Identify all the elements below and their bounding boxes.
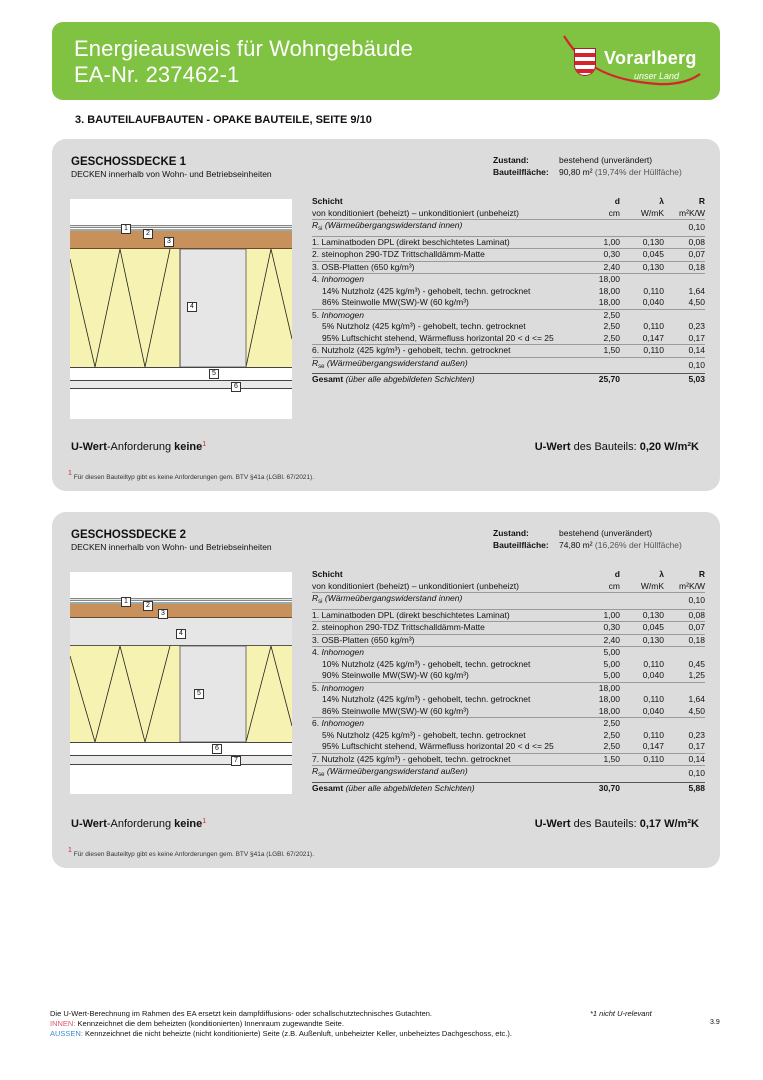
panel-subtitle: DECKEN innerhalb von Wohn- und Betriebseinheiten: [71, 542, 272, 552]
layer-d: 1,00: [580, 609, 620, 622]
figure-label-5: 5: [194, 689, 204, 699]
ureq-footnote-mark: 1: [202, 441, 207, 448]
u-value: [535, 441, 699, 453]
footer-disclaimer: Die U-Wert-Berechnung im Rahmen des EA ersetzt kein dampfdiffusions- oder schallschutztechnisches Gutachten.: [50, 1009, 432, 1018]
coat-of-arms-icon: [574, 48, 596, 76]
col-schicht: Schicht: [312, 196, 343, 206]
layer-r: 0,45: [688, 658, 705, 669]
rse-value: 0,10: [688, 359, 705, 370]
col-r: R: [698, 569, 705, 579]
layer-name: 1. Laminatboden DPL (direkt beschichtetes Laminat): [312, 236, 580, 249]
laminate-layer: [70, 225, 292, 228]
layer-lambda: 0,110: [643, 658, 664, 669]
layer-name: 95% Luftschicht stehend, Wärmefluss horizontal 20 < d <= 25: [312, 333, 580, 345]
layer-d: 0,30: [580, 249, 620, 262]
table-row: [312, 309, 705, 321]
total-note: (über alle abgebildeten Schichten): [345, 782, 475, 793]
layer-name: 2. steinophon 290-TDZ Trittschalldämm-Matte: [312, 249, 580, 262]
ureq-prefix: U-Wert: [71, 818, 107, 830]
layer-name: 7. Nutzholz (425 kg/m³) - gehobelt, techn. getrocknet: [312, 753, 580, 766]
area-value: 74,80 m²: [559, 540, 593, 550]
rse-sub: se: [318, 772, 325, 778]
ureq-mid: -Anforderung: [106, 441, 172, 453]
table-row: [312, 622, 705, 635]
table-header-row: [312, 569, 705, 581]
rsi-symbol: R: [312, 220, 319, 230]
uval-value: 0,17 W/m²K: [639, 818, 699, 830]
uval-prefix: U-Wert: [534, 818, 571, 830]
layer-d: 2,40: [580, 634, 620, 647]
unit-r: m²K/W: [664, 208, 705, 220]
figure-label-6: 6: [212, 744, 222, 754]
layer-d: 18,00: [580, 297, 620, 309]
layer-r: 0,17: [664, 741, 705, 753]
table-header-row: [312, 196, 705, 208]
layer-name: 1. Laminatboden DPL (direkt beschichtetes Laminat): [312, 609, 580, 622]
layer-d: 18,00: [598, 285, 620, 296]
layer-r: 0,17: [664, 333, 705, 345]
layer-lambda: 0,045: [620, 622, 664, 635]
table-row: [312, 236, 705, 249]
area-label: Bauteilfläche:: [493, 540, 549, 550]
table-row: [312, 659, 705, 671]
footer-aussen: [50, 1029, 512, 1039]
figure-label-4: 4: [176, 629, 186, 639]
table-row: [312, 261, 705, 274]
rse-symbol: R: [312, 357, 319, 368]
footnote: [68, 847, 314, 858]
component-panel-2: [52, 512, 720, 868]
layer-name: 5% Nutzholz (425 kg/m³) - gehobelt, techn. getrocknet: [322, 729, 526, 740]
layer-name: 10% Nutzholz (425 kg/m³) - gehobelt, techn. getrocknet: [322, 658, 531, 669]
u-requirement: [71, 441, 206, 453]
vorarlberg-logo: [556, 28, 706, 94]
layer-lambda: 0,110: [643, 694, 664, 704]
layer-d: 2,40: [580, 261, 620, 274]
layer-name: 90% Steinwolle MW(SW)-W (60 kg/m³): [312, 670, 580, 682]
unit-r: m²K/W: [664, 581, 705, 593]
rse-text: (Wärmeübergangswiderstand außen): [326, 357, 468, 368]
layer-section-diagram: [70, 199, 292, 419]
total-r: 5,03: [664, 374, 705, 386]
unit-d: cm: [580, 581, 620, 593]
document-number: EA-Nr. 237462-1: [74, 62, 240, 87]
layer-table: [312, 196, 705, 386]
component-panel-1: [52, 139, 720, 491]
aussen-text: Kennzeichnet die nicht beheizte (nicht konditionierte) Seite (z.B. Außenluft, unbeheizter Keller, unbeheiztes Dachgeschoss, etc.).: [85, 1029, 512, 1038]
total-label: Gesamt: [312, 782, 344, 793]
innen-label: INNEN:: [50, 1019, 76, 1028]
rsi-value: 0,10: [664, 593, 705, 610]
layer-lambda: 0,040: [620, 297, 664, 309]
layer-r: 0,18: [664, 634, 705, 647]
document-title: Energieausweis für Wohngebäude: [74, 36, 413, 61]
rsi-symbol: R: [312, 593, 319, 603]
table-row: [312, 766, 705, 783]
innen-text: Kennzeichnet die dem beheizten (konditionierten) Innenraum zugewandte Seite.: [77, 1019, 344, 1028]
aussen-label: AUSSEN:: [50, 1029, 83, 1038]
area-label: Bauteilfläche:: [493, 167, 549, 177]
uval-mid: des Bauteils:: [573, 818, 637, 830]
direction-note: von konditioniert (beheizt) – unkonditioniert (unbeheizt): [312, 208, 580, 220]
rse-text: (Wärmeübergangswiderstand außen): [326, 766, 468, 776]
header-banner: [52, 22, 720, 100]
total-label: Gesamt: [312, 374, 344, 384]
col-r: R: [698, 196, 705, 206]
layer-lambda: 0,130: [620, 609, 664, 622]
layer-name: 6. Nutzholz (425 kg/m³) - gehobelt, techn. getrocknet: [312, 345, 580, 358]
layer-name: 2. steinophon 290-TDZ Trittschalldämm-Matte: [312, 622, 580, 635]
air-gap-layer: [70, 367, 292, 381]
layer-r: 0,07: [664, 249, 705, 262]
uval-prefix: U-Wert: [534, 441, 571, 453]
table-row: [312, 286, 705, 298]
ureq-value: keine: [174, 441, 203, 453]
insulation-pattern-icon: [70, 249, 292, 367]
layer-r: 1,64: [688, 694, 705, 704]
layer-r: 0,07: [664, 622, 705, 635]
footnote-mark: 1: [68, 470, 72, 477]
layer-d: 2,50: [580, 333, 620, 345]
layer-d: 18,00: [598, 274, 620, 284]
figure-label-2: 2: [143, 601, 153, 611]
col-lambda: λ: [659, 196, 664, 206]
layer-lambda: 0,110: [643, 285, 664, 296]
col-d: d: [614, 196, 620, 206]
u-requirement: [71, 818, 206, 830]
layer-d: 18,00: [598, 694, 620, 704]
rse-sub: se: [318, 363, 325, 370]
uval-value: 0,20 W/m²K: [639, 441, 699, 453]
layer-d: 5,00: [603, 658, 620, 669]
table-row: [312, 753, 705, 766]
layer-name: 3. OSB-Platten (650 kg/m³): [312, 261, 580, 274]
table-row: [312, 274, 705, 286]
layer-r: 0,23: [688, 729, 705, 740]
area-percent: (16,26% der Hüllfäche): [594, 540, 682, 550]
area-percent: (19,74% der Hüllfäche): [594, 167, 682, 177]
table-row: [312, 321, 705, 333]
u-value: [535, 818, 699, 830]
layer-lambda: 0,130: [620, 236, 664, 249]
footnote-text: Für diesen Bauteiltyp gibt es keine Anforderungen gem. BTV §41a (LGBl. 67/2021).: [73, 851, 315, 858]
footnote: [68, 470, 314, 481]
layer-r: 0,23: [688, 321, 705, 331]
table-row: [312, 730, 705, 742]
total-d: 25,70: [580, 374, 620, 386]
table-unit-row: [312, 581, 705, 593]
table-row: [312, 297, 705, 309]
figure-label-7: 7: [231, 756, 241, 766]
table-unit-row: [312, 208, 705, 220]
condition-label: Zustand:: [493, 528, 529, 538]
laminate-layer: [70, 598, 292, 601]
area-row: [493, 540, 682, 550]
rsi-sub: si: [318, 226, 323, 232]
insulation-pattern-icon: [70, 646, 292, 742]
layer-table: [312, 569, 705, 794]
layer-inhomogen: Inhomogen: [321, 647, 365, 657]
rsi-sub: si: [318, 599, 323, 605]
layer-r: 0,14: [664, 345, 705, 358]
layer-name: 14% Nutzholz (425 kg/m³) - gehobelt, techn. getrocknet: [322, 694, 531, 704]
table-row: [312, 220, 705, 237]
table-row: [312, 357, 705, 374]
layer-lambda: 0,147: [620, 741, 664, 753]
layer-inhomogen: Inhomogen: [321, 718, 365, 728]
table-row: [312, 634, 705, 647]
table-total-row: [312, 374, 705, 386]
total-r: 5,88: [664, 782, 705, 794]
osb-layer: [70, 231, 292, 249]
footer-innen: [50, 1019, 344, 1029]
layer-d: 5,00: [603, 647, 620, 657]
area-value: 90,80 m²: [559, 167, 593, 177]
layer-number: 4.: [312, 274, 320, 284]
layer-d: 2,50: [603, 309, 620, 320]
layer-r: 1,64: [688, 285, 705, 296]
footer-note: *1 nicht U-relevant: [590, 1009, 652, 1018]
section-title: 3. BAUTEILAUFBAUTEN - OPAKE BAUTEILE, SEITE 9/10: [75, 114, 372, 126]
page-number: 3.9: [710, 1019, 720, 1026]
ceiling-board-layer: [70, 756, 292, 765]
total-note: (über alle abgebildeten Schichten): [345, 374, 475, 384]
layer-r: 0,08: [664, 609, 705, 622]
layer-inhomogen: Inhomogen: [321, 274, 365, 284]
figure-label-1: 1: [121, 224, 131, 234]
table-row: [312, 694, 705, 706]
layer-lambda: 0,130: [620, 261, 664, 274]
panel-title: GESCHOSSDECKE 2: [71, 529, 187, 541]
layer-lambda: 0,040: [620, 706, 664, 718]
layer-d: 0,30: [580, 622, 620, 635]
direction-note: von konditioniert (beheizt) – unkonditioniert (unbeheizt): [312, 581, 580, 593]
total-d: 30,70: [580, 782, 620, 794]
rsi-value: 0,10: [664, 220, 705, 237]
rse-value: 0,10: [688, 768, 705, 778]
table-row: [312, 647, 705, 659]
layer-number: 4.: [312, 647, 320, 657]
rse-symbol: R: [312, 766, 319, 776]
layer-r: 1,25: [664, 670, 705, 682]
layer-lambda: 0,040: [620, 670, 664, 682]
layer-lambda: 0,110: [643, 321, 664, 331]
layer-inhomogen: Inhomogen: [321, 682, 365, 693]
table-row: [312, 718, 705, 730]
osb-layer: [70, 604, 292, 618]
layer-section-diagram: [70, 572, 292, 794]
condition-row: [493, 155, 652, 165]
table-row: [312, 333, 705, 345]
unit-d: cm: [580, 208, 620, 220]
rsi-text: (Wärmeübergangswiderstand innen): [324, 593, 463, 603]
layer-number: 6.: [312, 718, 320, 728]
area-row: [493, 167, 682, 177]
figure-label-5: 5: [209, 369, 219, 379]
air-gap-layer: [70, 742, 292, 756]
figure-label-6: 6: [231, 382, 241, 392]
table-total-row: [312, 782, 705, 794]
layer-lambda: 0,130: [620, 634, 664, 647]
figure-label-4: 4: [187, 302, 197, 312]
footnote-mark: 1: [68, 847, 72, 854]
condition-label: Zustand:: [493, 155, 529, 165]
table-row: [312, 593, 705, 610]
ureq-mid: -Anforderung: [106, 818, 172, 830]
unit-lambda: W/mK: [620, 581, 664, 593]
layer-d: 2,50: [603, 718, 620, 728]
ureq-prefix: U-Wert: [71, 441, 107, 453]
panel-title: GESCHOSSDECKE 1: [71, 156, 187, 168]
layer-name: 14% Nutzholz (425 kg/m³) - gehobelt, techn. getrocknet: [322, 285, 531, 296]
footnote-text: Für diesen Bauteiltyp gibt es keine Anforderungen gem. BTV §41a (LGBl. 67/2021).: [73, 474, 315, 481]
table-row: [312, 609, 705, 622]
layer-name: 95% Luftschicht stehend, Wärmefluss horizontal 20 < d <= 25: [312, 741, 580, 753]
ceiling-board-layer: [70, 381, 292, 389]
col-lambda: λ: [659, 569, 664, 579]
layer-number: 5.: [312, 309, 320, 320]
layer-d: 1,00: [580, 236, 620, 249]
uval-mid: des Bauteils:: [573, 441, 637, 453]
table-row: [312, 345, 705, 358]
table-row: [312, 249, 705, 262]
table-row: [312, 682, 705, 694]
layer-lambda: 0,110: [643, 729, 664, 740]
logo-name: Vorarlberg: [604, 48, 697, 68]
condition-value: bestehend (unverändert): [559, 528, 653, 538]
layer-d: 1,50: [580, 345, 620, 358]
rsi-text: (Wärmeübergangswiderstand innen): [324, 220, 463, 230]
layer-lambda: 0,110: [620, 345, 664, 358]
figure-label-2: 2: [143, 229, 153, 239]
ureq-footnote-mark: 1: [202, 818, 207, 825]
condition-row: [493, 528, 652, 538]
layer-r: 4,50: [664, 706, 705, 718]
layer-name: 86% Steinwolle MW(SW)-W (60 kg/m³): [312, 297, 580, 309]
figure-label-3: 3: [158, 609, 168, 619]
layer-d: 1,50: [580, 753, 620, 766]
ureq-value: keine: [174, 818, 203, 830]
layer-d: 2,50: [603, 321, 620, 331]
layer-r: 0,08: [664, 236, 705, 249]
layer-name: 86% Steinwolle MW(SW)-W (60 kg/m³): [312, 706, 580, 718]
col-d: d: [614, 569, 620, 579]
panel-subtitle: DECKEN innerhalb von Wohn- und Betriebseinheiten: [71, 169, 272, 179]
layer-r: 0,18: [664, 261, 705, 274]
layer-d: 18,00: [580, 706, 620, 718]
figure-label-1: 1: [121, 597, 131, 607]
layer-inhomogen: Inhomogen: [321, 309, 365, 320]
layer-d: 5,00: [580, 670, 620, 682]
layer-name: 5% Nutzholz (425 kg/m³) - gehobelt, techn. getrocknet: [322, 321, 526, 331]
logo-subtitle: unser Land: [634, 71, 680, 81]
table-row: [312, 741, 705, 753]
table-row: [312, 670, 705, 682]
layer-lambda: 0,110: [620, 753, 664, 766]
layer-lambda: 0,147: [620, 333, 664, 345]
layer-d: 2,50: [580, 741, 620, 753]
layer-d: 2,50: [603, 729, 620, 740]
col-schicht: Schicht: [312, 569, 343, 579]
unit-lambda: W/mK: [620, 208, 664, 220]
layer-d: 18,00: [598, 682, 620, 693]
layer-lambda: 0,045: [620, 249, 664, 262]
layer-number: 5.: [312, 682, 320, 693]
figure-label-3: 3: [164, 237, 174, 247]
table-row: [312, 706, 705, 718]
condition-value: bestehend (unverändert): [559, 155, 653, 165]
layer-name: 3. OSB-Platten (650 kg/m³): [312, 634, 580, 647]
layer-r: 0,14: [664, 753, 705, 766]
layer-r: 4,50: [664, 297, 705, 309]
